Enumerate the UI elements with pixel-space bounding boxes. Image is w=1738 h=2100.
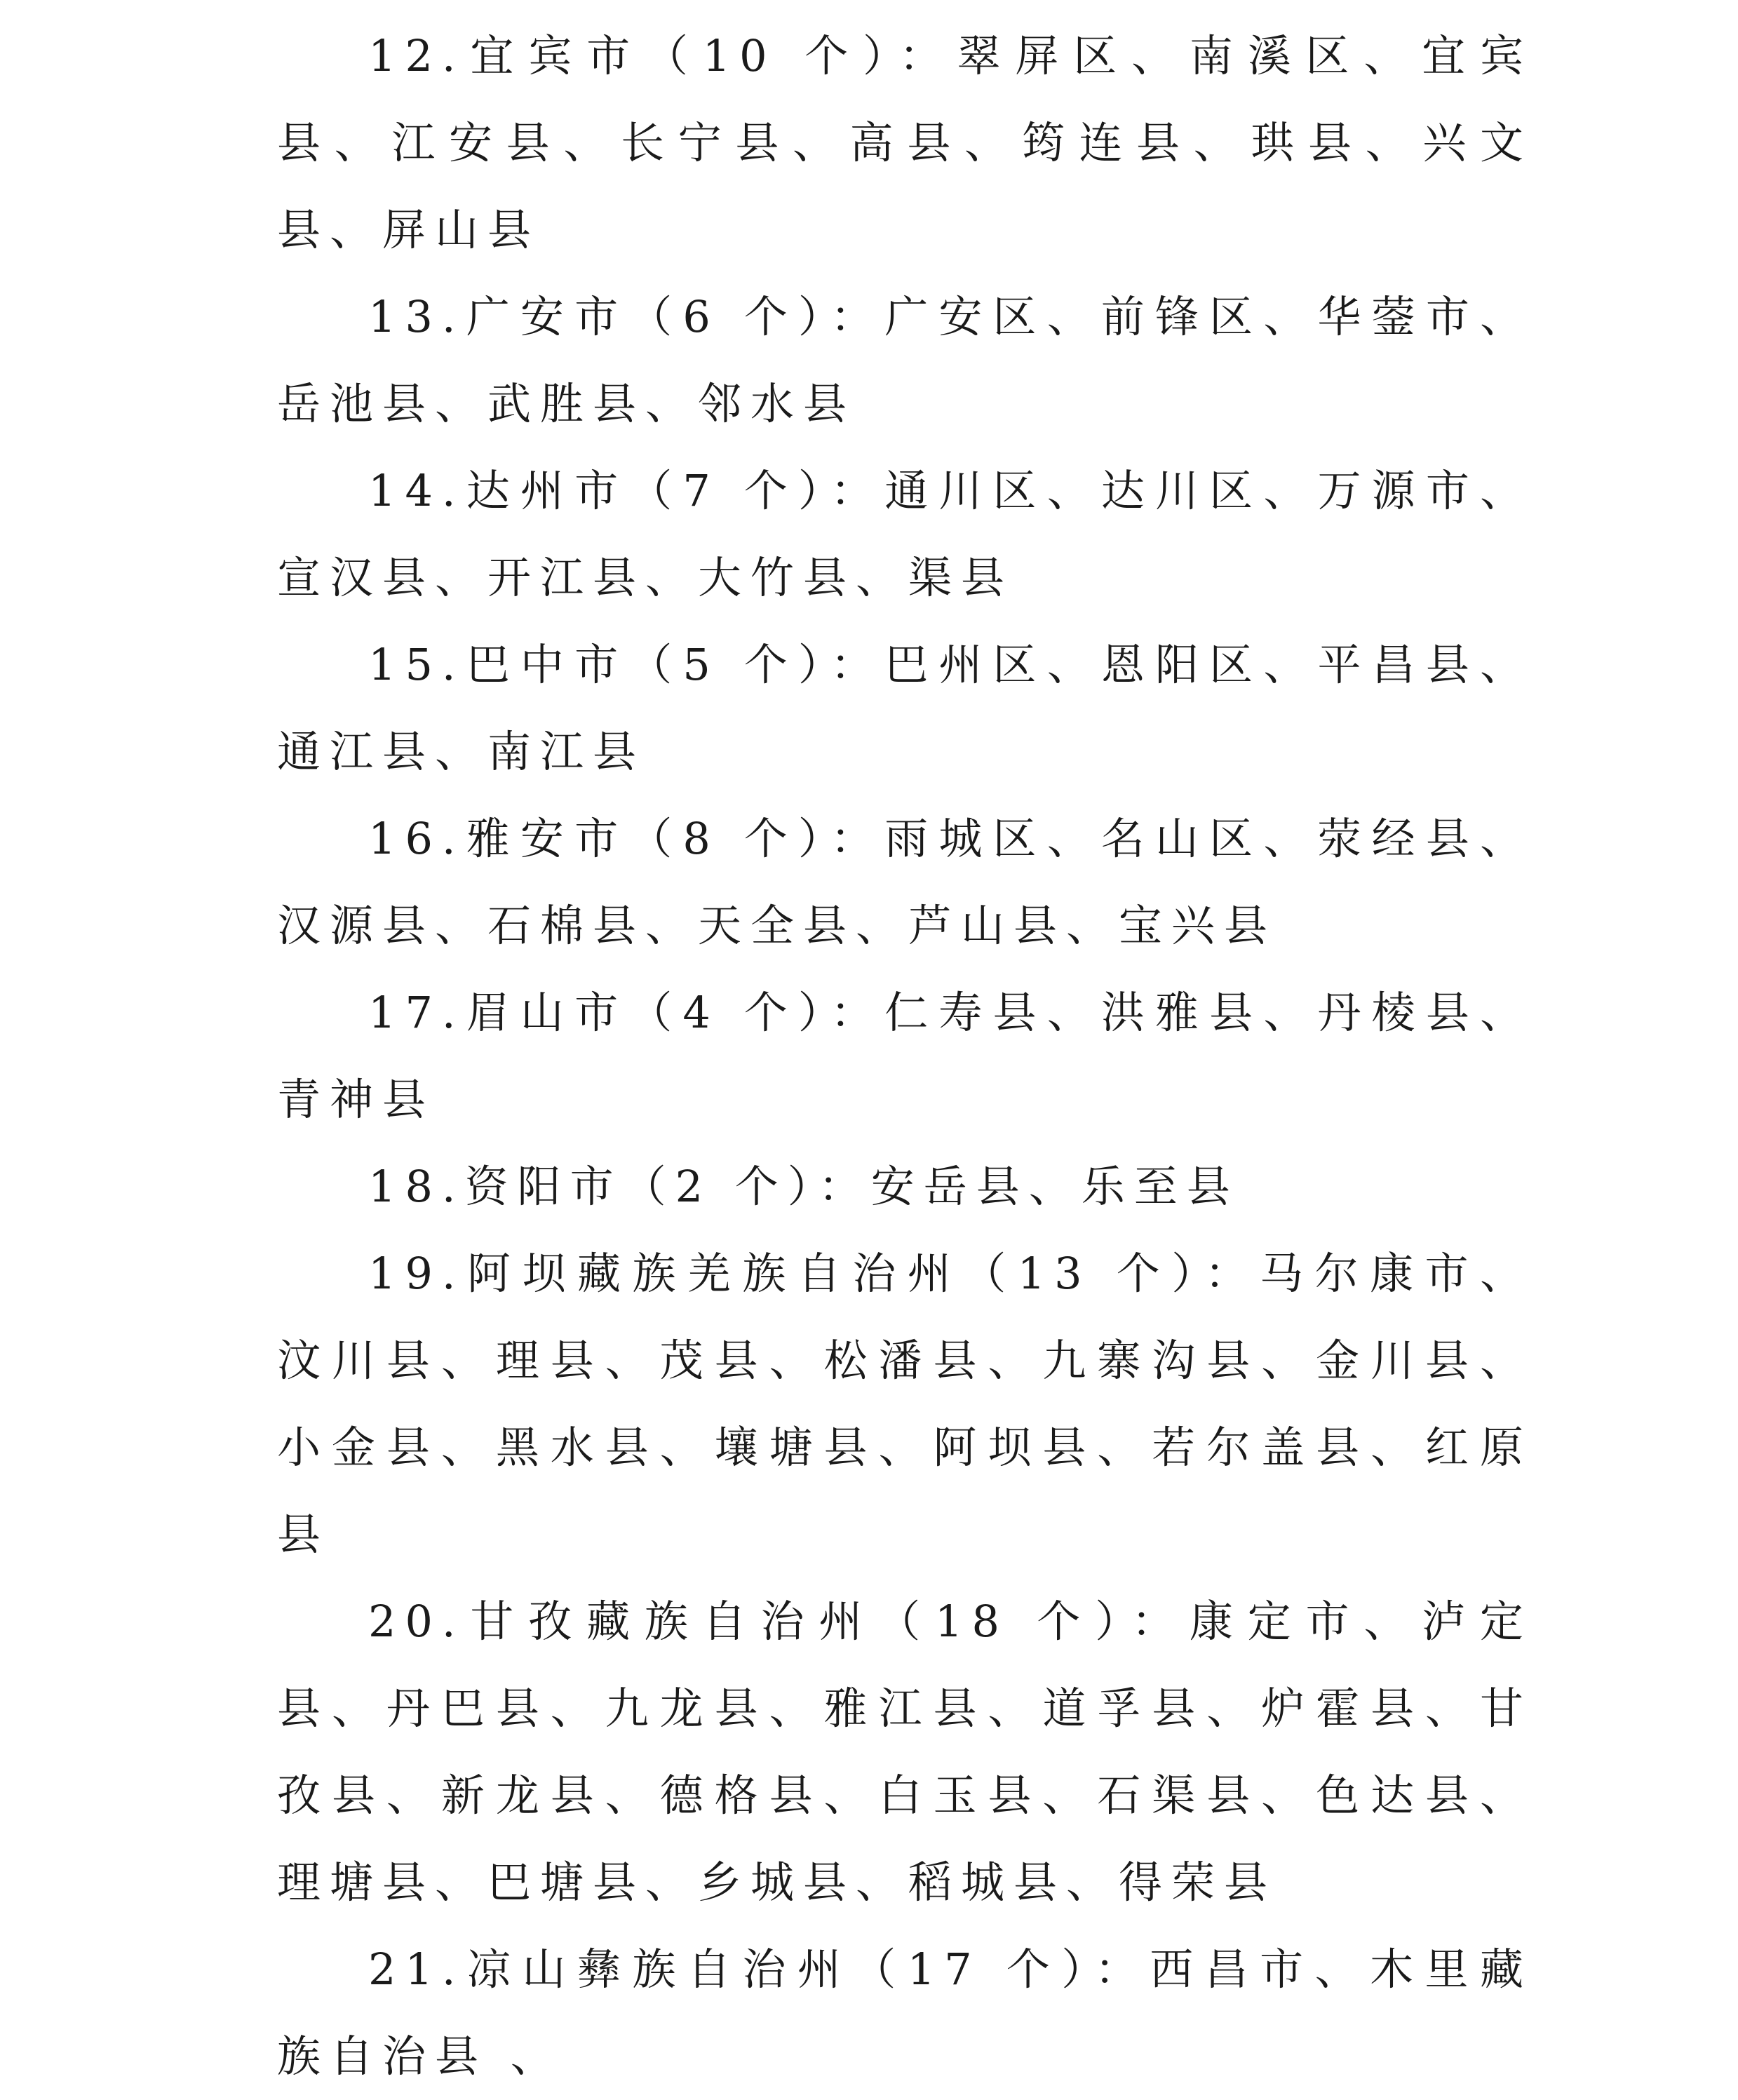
list-item-ziyang: 18.资阳市（2 个）：安岳县、乐至县	[368, 1161, 1239, 1212]
list-item-yaan: 16.雅安市（8 个）：雨城区、名山区、荥经县、汉源县、石棉县、天全县、芦山县、宝兴县	[277, 813, 1532, 951]
list-item-bazhong: 15.巴中市（5 个）：巴州区、恩阳区、平昌县、通江县、南江县	[277, 639, 1532, 777]
list-item-aba: 19.阿坝藏族羌族自治州（13 个）：马尔康市、汶川县、理县、茂县、松潘县、九寨沟县、金川县、小金县、黑水县、壤塘县、阿坝县、若尔盖县、红原县	[277, 1248, 1532, 1560]
list-item-ganzi: 20.甘孜藏族自治州（18 个）：康定市、泸定县、丹巴县、九龙县、雅江县、道孚县、炉霍县、甘孜县、新龙县、德格县、白玉县、石渠县、色达县、理塘县、巴塘县、乡城县、稻城县、得荣县	[277, 1596, 1532, 1908]
list-item-liangshan: 21.凉山彝族自治州（17 个）：西昌市、木里藏族自治县 、	[277, 1944, 1532, 2082]
list-item-dazhou: 14.达州市（7 个）：通川区、达川区、万源市、宣汉县、开江县、大竹县、渠县	[277, 465, 1532, 603]
list-item-meishan: 17.眉山市（4 个）：仁寿县、洪雅县、丹棱县、青神县	[277, 987, 1532, 1125]
county-list	[277, 13, 1532, 2100]
list-item-yibin: 12.宜宾市（10 个）：翠屏区、南溪区、宜宾县、江安县、长宁县、高县、筠连县、珙县、兴文县、屏山县	[277, 30, 1532, 255]
list-item-guangan: 13.广安市（6 个）：广安区、前锋区、华蓥市、岳池县、武胜县、邻水县	[277, 291, 1532, 429]
